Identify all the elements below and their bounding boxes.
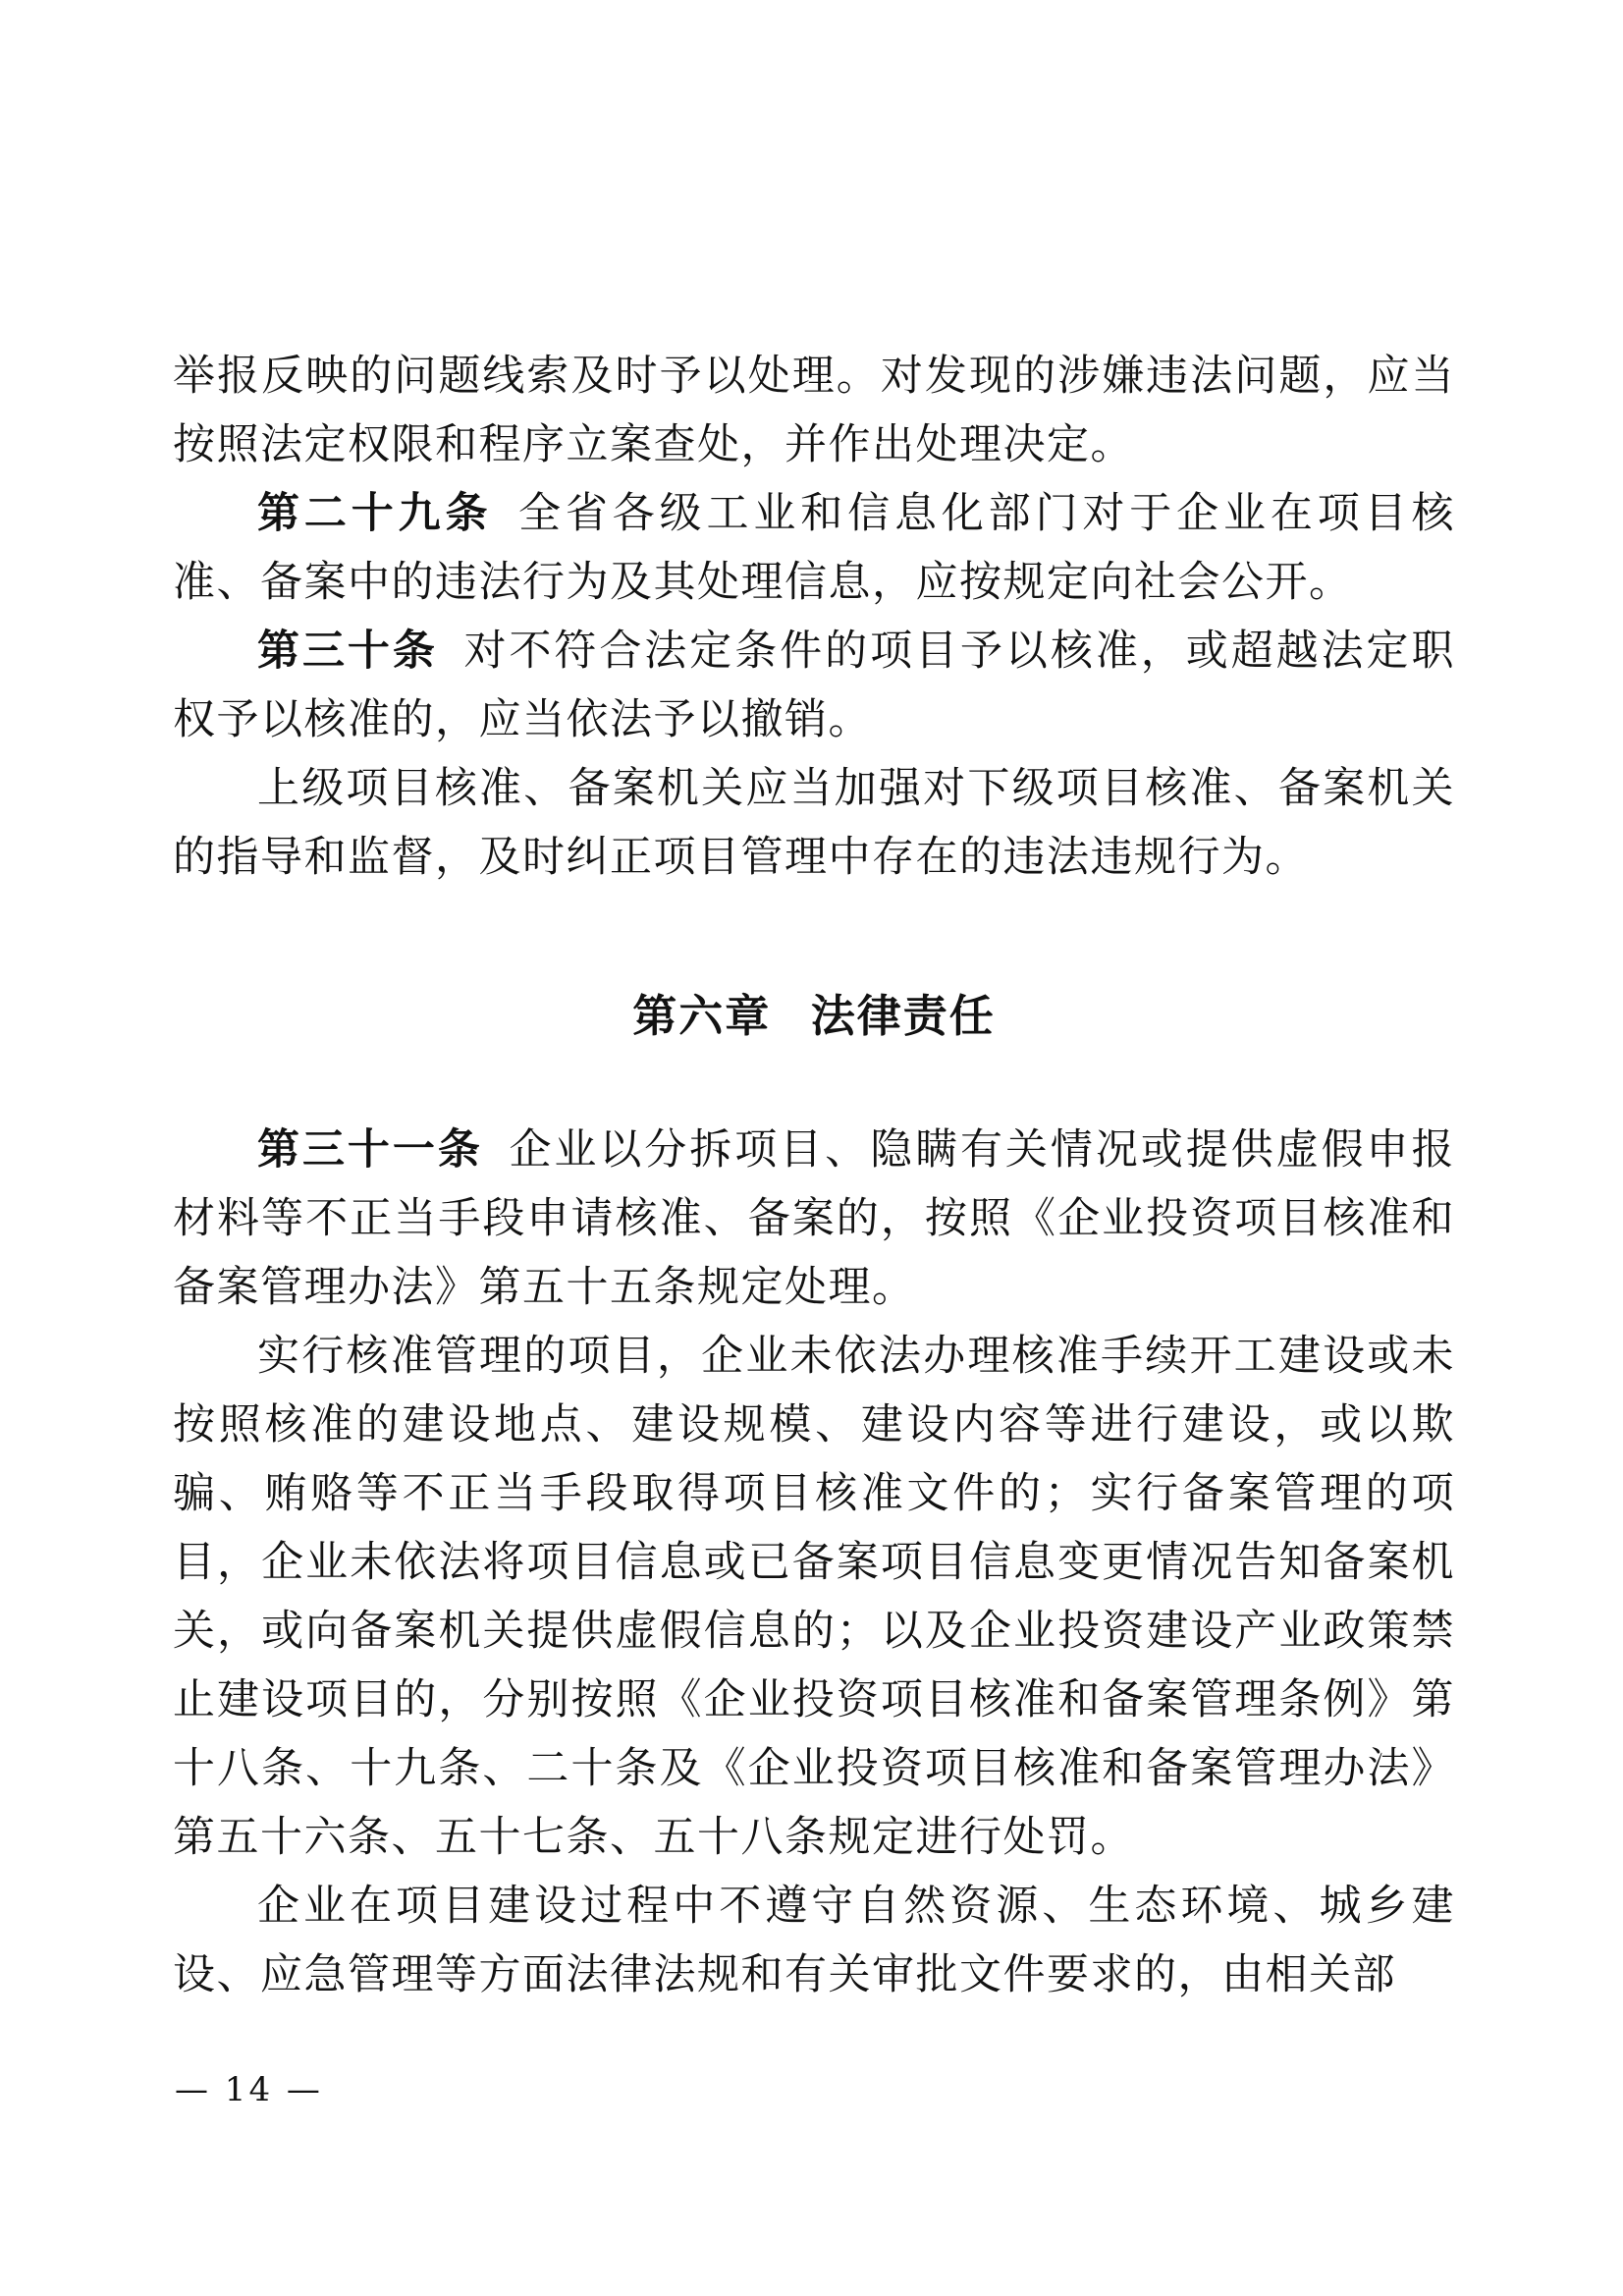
body-paragraph (173, 1872, 1455, 2009)
body-paragraph (173, 1116, 1455, 1322)
body-paragraph (173, 342, 1455, 479)
paragraph-text: 上级项目核准、备案机关应当加强对下级项目核准、备案机关的指导和监督，及时纠正项目管理中存在的违法违规行为。 (173, 764, 1455, 882)
body-paragraph (173, 754, 1455, 892)
body-paragraph (173, 479, 1455, 617)
page-number: — 14 — (175, 2070, 323, 2109)
paragraph-text: 企业在项目建设过程中不遵守自然资源、生态环境、城乡建设、应急管理等方面法律法规和有关审批文件要求的，由相关部 (173, 1882, 1455, 1999)
document-body (173, 342, 1455, 2009)
body-paragraph (173, 617, 1455, 754)
article-29-lead: 第二十九条 (257, 489, 493, 538)
paragraph-text: 对不符合法定条件的项目予以核准，或超越法定职权予以核准的，应当依法予以撤销。 (173, 627, 1456, 744)
chapter-title: 法律责任 (810, 990, 996, 1042)
paragraph-text: 举报反映的问题线索及时予以处理。对发现的涉嫌违法问题，应当按照法定权限和程序立案查处，并作出处理决定。 (173, 352, 1455, 469)
chapter-number: 第六章 (632, 990, 772, 1042)
paragraph-text: 实行核准管理的项目，企业未依法办理核准手续开工建设或未按照核准的建设地点、建设规模、建设内容等进行建设，或以欺骗、贿赂等不正当手段取得项目核准文件的；实行备案管理的项目，企业未依法将项目信息或已备案项目信息变更情况告知备案机关，或向备案机关提供虚假信息的；以及企业投资建设产业政策禁止建设项目的，分别按照《企业投资项目核准和备案管理条例》第十八条、十九条、二十条及《企业投资项目核准和备案管理办法》第五十六条、五十七条、五十八条规定进行处罚。 (173, 1332, 1455, 1862)
paragraph-text: 全省各级工业和信息化部门对于企业在项目核准、备案中的违法行为及其处理信息，应按规定向社会公开。 (173, 489, 1456, 607)
paragraph-text: 企业以分拆项目、隐瞒有关情况或提供虚假申报材料等不正当手段申请核准、备案的，按照《企业投资项目核准和备案管理办法》第五十五条规定处理。 (173, 1125, 1456, 1312)
article-30-lead: 第三十条 (257, 627, 438, 676)
body-paragraph (173, 1322, 1455, 1872)
article-31-lead: 第三十一条 (257, 1125, 483, 1175)
chapter-heading (173, 982, 1455, 1051)
